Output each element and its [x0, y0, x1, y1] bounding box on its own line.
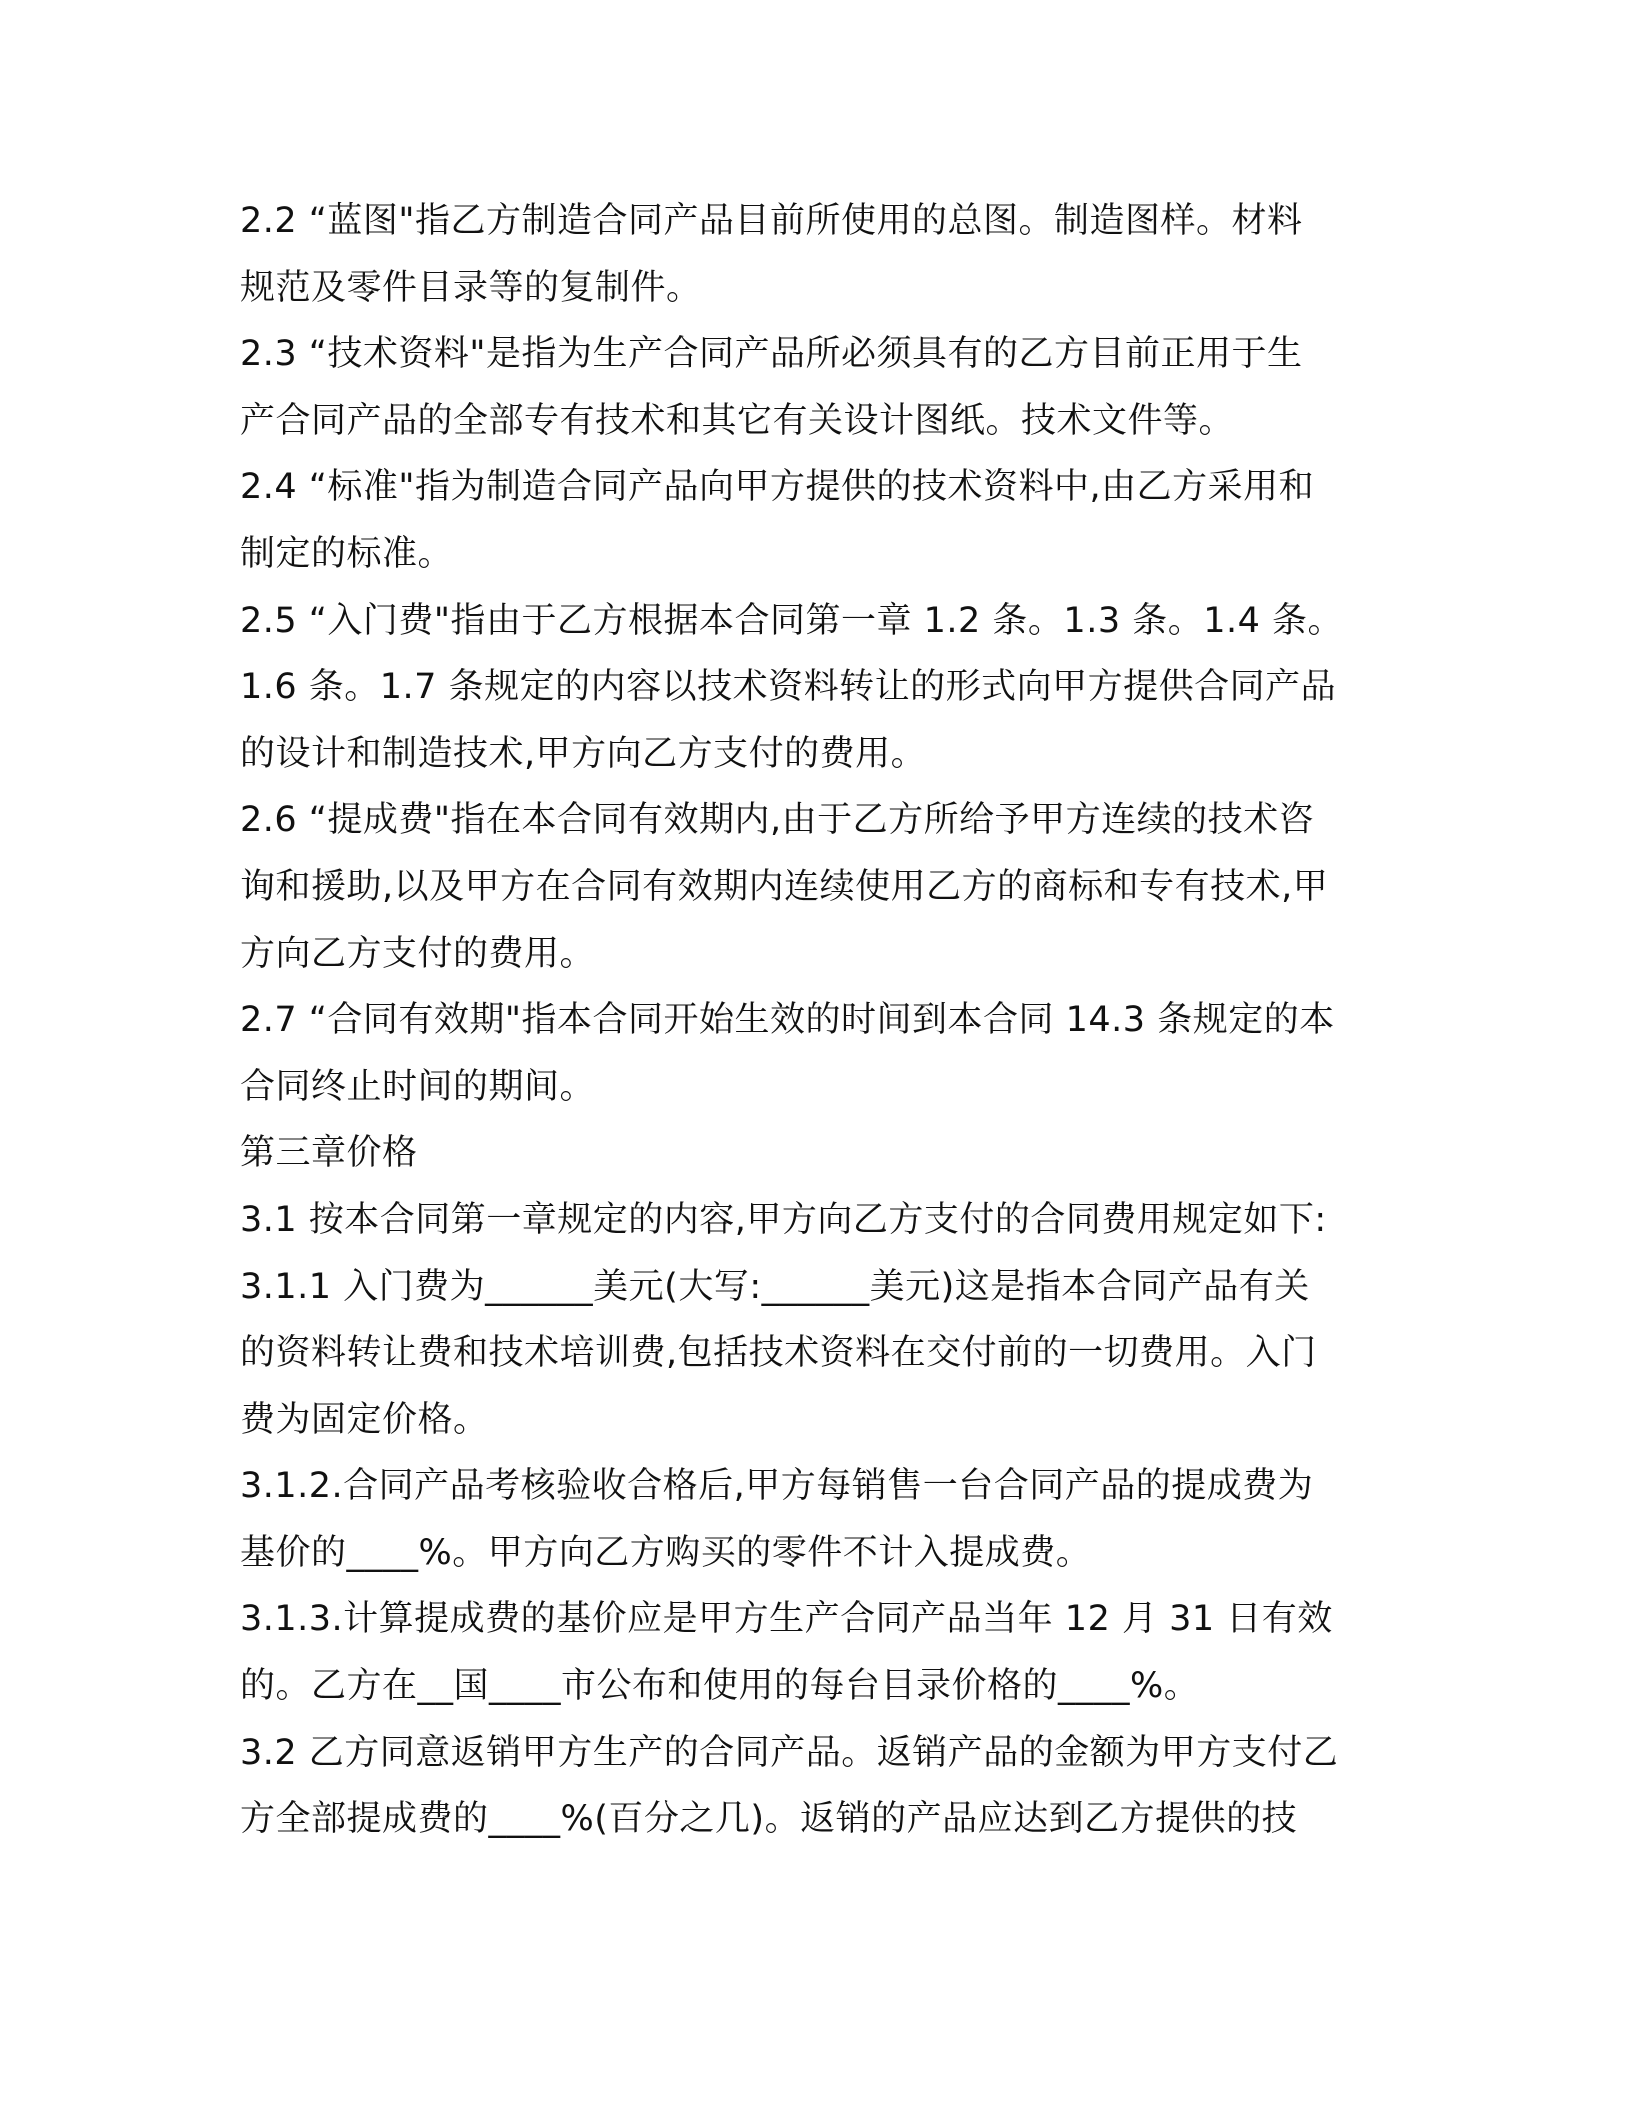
text-line: 2.3 “技术资料"是指为生产合同产品所必须具有的乙方目前正用于生 [240, 334, 1303, 375]
text-line: 规范及零件目录等的复制件。 [240, 267, 702, 308]
text-line: 3.1.2.合同产品考核验收合格后,甲方每销售一台合同产品的提成费为 [240, 1466, 1314, 1507]
text-line: 制定的标准。 [240, 533, 454, 574]
text-line: 3.1 按本合同第一章规定的内容,甲方向乙方支付的合同费用规定如下: [240, 1199, 1327, 1240]
text-line: 的。乙方在__国____市公布和使用的每台目录价格的____%。 [240, 1666, 1200, 1707]
text-line: 2.5 “入门费"指由于乙方根据本合同第一章 1.2 条。1.3 条。1.4 条。 [240, 600, 1344, 641]
text-line: 的资料转让费和技术培训费,包括技术资料在交付前的一切费用。入门 [240, 1333, 1317, 1374]
text-line: 产合同产品的全部专有技术和其它有关设计图纸。技术文件等。 [240, 400, 1235, 441]
text-line: 合同终止时间的期间。 [240, 1066, 596, 1107]
text-line: 2.4 “标准"指为制造合同产品向甲方提供的技术资料中,由乙方采用和 [240, 467, 1315, 508]
text-line: 方向乙方支付的费用。 [240, 933, 596, 974]
text-line: 3.2 乙方同意返销甲方生产的合同产品。返销产品的金额为甲方支付乙 [240, 1732, 1339, 1773]
text-line: 2.6 “提成费"指在本合同有效期内,由于乙方所给予甲方连续的技术咨 [240, 800, 1315, 841]
text-line: 2.7 “合同有效期"指本合同开始生效的时间到本合同 14.3 条规定的本 [240, 1000, 1335, 1041]
text-line: 方全部提成费的____%(百分之几)。返销的产品应达到乙方提供的技 [240, 1799, 1298, 1840]
text-line: 2.2 “蓝图"指乙方制造合同产品目前所使用的总图。制造图样。材料 [240, 201, 1303, 241]
text-line: 1.6 条。1.7 条规定的内容以技术资料转让的形式向甲方提供合同产品 [240, 667, 1337, 708]
text-line: 询和援助,以及甲方在合同有效期内连续使用乙方的商标和专有技术,甲 [240, 866, 1329, 907]
text-line: 3.1.3.计算提成费的基价应是甲方生产合同产品当年 12 月 31 日有效 [240, 1599, 1333, 1640]
text-line: 3.1.1 入门费为______美元(大写:______美元)这是指本合同产品有关 [240, 1266, 1310, 1307]
text-line: 的设计和制造技术,甲方向乙方支付的费用。 [240, 733, 927, 774]
chapter-heading: 第三章价格 [240, 1133, 418, 1174]
text-line: 费为固定价格。 [240, 1399, 489, 1440]
text-line: 基价的____%。甲方向乙方购买的零件不计入提成费。 [240, 1532, 1092, 1573]
document-body [240, 188, 1400, 1853]
